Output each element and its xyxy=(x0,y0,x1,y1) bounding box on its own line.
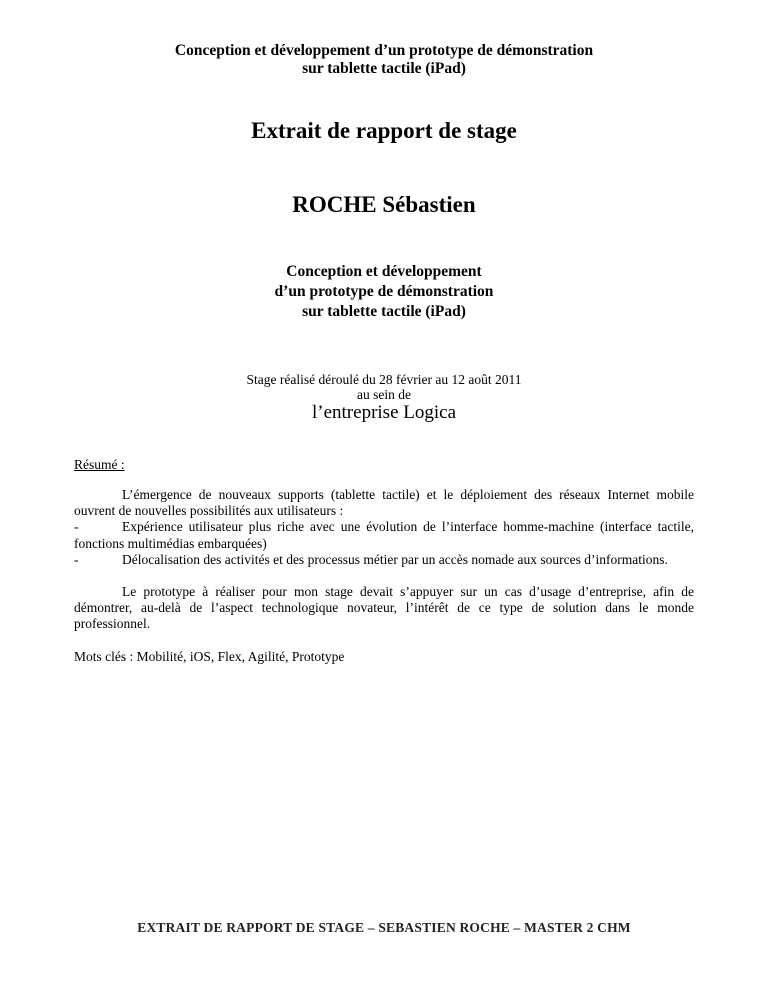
bullet-marker: - xyxy=(74,519,79,535)
summary-body xyxy=(74,487,694,665)
summary-intro: L’émergence de nouveaux supports (tablette tactile) et le déploiement des réseaux Internet mobile ouvrent de nouvelles possibilités aux utilisateurs : xyxy=(74,487,694,519)
summary-bullet-2 xyxy=(74,552,694,568)
page-footer: EXTRAIT DE RAPPORT DE STAGE – SEBASTIEN ROCHE – MASTER 2 CHM xyxy=(137,920,631,935)
internship-info xyxy=(0,372,768,402)
bullet-marker: - xyxy=(74,551,79,567)
header-line-2: sur tablette tactile (iPad) xyxy=(302,60,466,77)
page-header xyxy=(0,42,768,78)
subject-line-1: Conception et développement xyxy=(286,263,482,280)
header-line-1: Conception et développement d’un prototype de démonstration xyxy=(174,42,594,59)
subject-line-2: d’un prototype de démonstration xyxy=(274,283,494,300)
keywords: Mots clés : Mobilité, iOS, Flex, Agilité, Prototype xyxy=(74,648,345,664)
summary-bullet-1 xyxy=(74,519,694,551)
bullet-2-text: Délocalisation des activités et des processus métier par un accès nomade aux sources d’informations. xyxy=(122,551,668,567)
subject-line-3: sur tablette tactile (iPad) xyxy=(302,303,466,320)
internship-dates: Stage réalisé déroulé du 28 février au 12 août 2011 xyxy=(246,372,522,387)
summary-paragraph-2: Le prototype à réaliser pour mon stage devait s’appuyer sur un cas d’usage d’entreprise, afin de démontrer, au-delà de l’aspect technologique novateur, l’intérêt de ce type de solution dans le monde professionnel. xyxy=(74,584,694,632)
subject-title xyxy=(0,262,768,322)
company-name: l’entreprise Logica xyxy=(311,402,456,423)
bullet-1-text: Expérience utilisateur plus riche avec une évolution de l’interface homme-machine (interface tactile, fonctions multimédias embarquées) xyxy=(74,519,694,551)
document-title: Extrait de rapport de stage xyxy=(251,118,517,143)
summary-heading: Résumé : xyxy=(74,457,125,472)
internship-within: au sein de xyxy=(357,387,411,402)
author-name: ROCHE Sébastien xyxy=(292,192,476,217)
